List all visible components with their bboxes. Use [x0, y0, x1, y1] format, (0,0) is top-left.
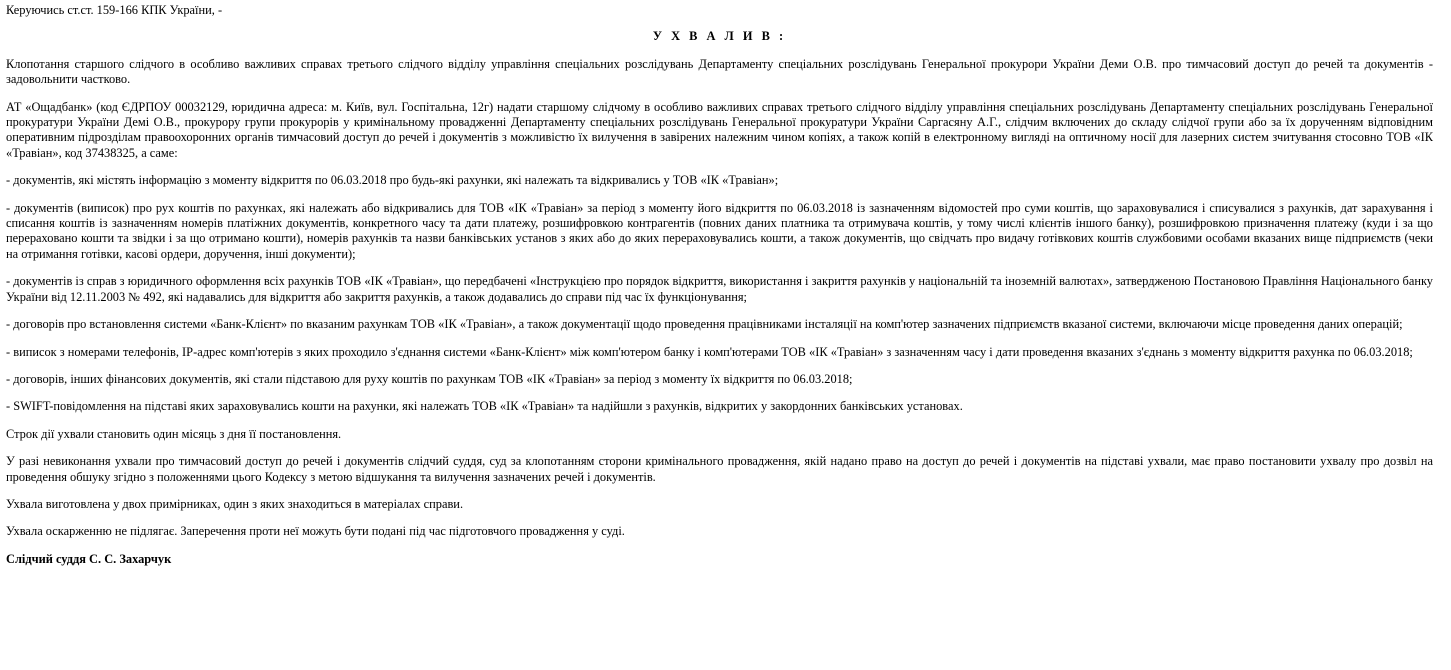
paragraph-validity-term: Строк дії ухвали становить один місяць з дня її постановлення. — [6, 426, 342, 441]
list-item-swift-messages: - SWIFT-повідомлення на підставі яких зараховувались кошти на рахунки, які належать ТОВ «ІК «Травіан» та надійшли з рахунків, відкритих у закордонних банківських установах. — [6, 399, 963, 414]
list-item-account-statements: - документів (виписок) про рух коштів по рахунках, які належать або відкривались для ТОВ «ІК «Травіан» за період з моменту його відкриття по 06.03.2018 із зазначенням відомостей про суми коштів, що зараховувалися і списувалися з рахунків, дат зарахування і списання коштів із зазначенням номерів платіжних документів, конкретного часу та дати платежу, розшифровкою контрагентів (повних даних платника та отримувача коштів, у тому числі клієнтів іншого банку), розшифровкою призначення платежу (куди і за що перераховано кошти та звідки і за що отримано кошти), номерів рахунків та назви банківських установ з яких або до яких перераховувались кошти, а також документів, що свідчать про видачу готівкових коштів службовими особами вказаних вище підприємств (чеки на отримання готівки, касові ордери, доручення, інші документи); — [6, 200, 1433, 261]
paragraph-motion-granted: Клопотання старшого слідчого в особливо важливих справах третього слідчого відділу управління спеціальних розслідувань Департаменту спеціальних розслідувань Генеральної прокурори України Деми О.В. про тимчасовий доступ до речей та документів - задовольнити частково. — [6, 56, 1433, 87]
list-item-account-info: - документів, які містять інформацію з моменту відкриття по 06.03.2018 про будь-які рахунки, які належать та відкривались у ТОВ «ІК «Травіан»; — [6, 173, 779, 188]
judge-signature: Слідчий суддя С. С. Захарчук — [6, 551, 172, 566]
list-item-ip-logs: - виписок з номерами телефонів, IP-адрес комп'ютерів з яких проходило з'єднання системи «Банк-Клієнт» між комп'ютером банку і комп'ютерами ТОВ «ІК «Травіан» з зазначенням часу і дати проведення вказаних з'єднань з моменту відкриття рахунка по 06.03.2018; — [6, 344, 1413, 359]
paragraph-appeal: Ухвала оскарженню не підлягає. Заперечення проти неї можуть бути подані під час підготовчого провадження у суді. — [6, 524, 625, 539]
ruling-heading: У Х В А Л И В : — [652, 29, 787, 44]
list-item-financial-documents: - договорів, інших фінансових документів, які стали підставою для руху коштів по рахункам ТОВ «ІК «Травіан» за період з моменту їх відкриття по 06.03.2018; — [6, 371, 853, 386]
paragraph-non-compliance: У разі невиконання ухвали про тимчасовий доступ до речей і документів слідчий суддя, суд за клопотанням сторони кримінального провадження, якій надано право на доступ до речей і документів на підставі ухвали, має право постановити ухвалу про дозвіл на проведення обшуку згідно з положеннями цього Кодексу з метою відшукання та вилучення зазначених речей і документів. — [6, 454, 1433, 484]
list-item-bank-client-contracts: - договорів про встановлення системи «Банк-Клієнт» по вказаним рахункам ТОВ «ІК «Травіан», а також документації щодо проведення працівниками інсталяції на комп'ютер зазначених підприємств вказаної системи, включаючи місце проведення даних операцій; — [6, 317, 1403, 332]
paragraph-bank-access: АТ «Ощадбанк» (код ЄДРПОУ 00032129, юридична адреса: м. Київ, вул. Госпітальна, 12г) надати старшому слідчому в особливо важливих справах третього слідчого відділу управління спеціальних розслідувань Департаменту спеціальних розслідувань Генеральної прокуратури України Демі О.В., прокурору групи прокурорів у кримінальному провадженні Департаменту спеціальних розслідувань Генеральної прокуратури України Саргасяну А.Г., слідчим включених до складу слідчої групи або за їх дорученням відповідним оперативним підрозділам правоохоронних органів тимчасовий доступ до речей і документів з можливістю їх вилучення в завірених належним чином копіях, а також копій в електронному вигляді на оптичному носії для лазерних систем зчитування стосовно ТОВ «ІК «Травіан», код 37438325, а саме: — [6, 99, 1433, 160]
paragraph-copies: Ухвала виготовлена у двох примірниках, один з яких знаходиться в матеріалах справи. — [6, 496, 464, 511]
intro-line: Керуючись ст.ст. 159-166 КПК України, - — [6, 3, 223, 17]
list-item-account-files: - документів із справ з юридичного оформлення всіх рахунків ТОВ «ІК «Травіан», що передбачені «Інструкцією про порядок відкриття, використання і закриття рахунків у національній та іноземній валютах», затвердженою Постановою Правління Національного банку України від 12.11.2003 № 492, які надавались для відкриття або закриття рахунків, а також додавались до справи під час їх функціонування; — [6, 274, 1433, 304]
